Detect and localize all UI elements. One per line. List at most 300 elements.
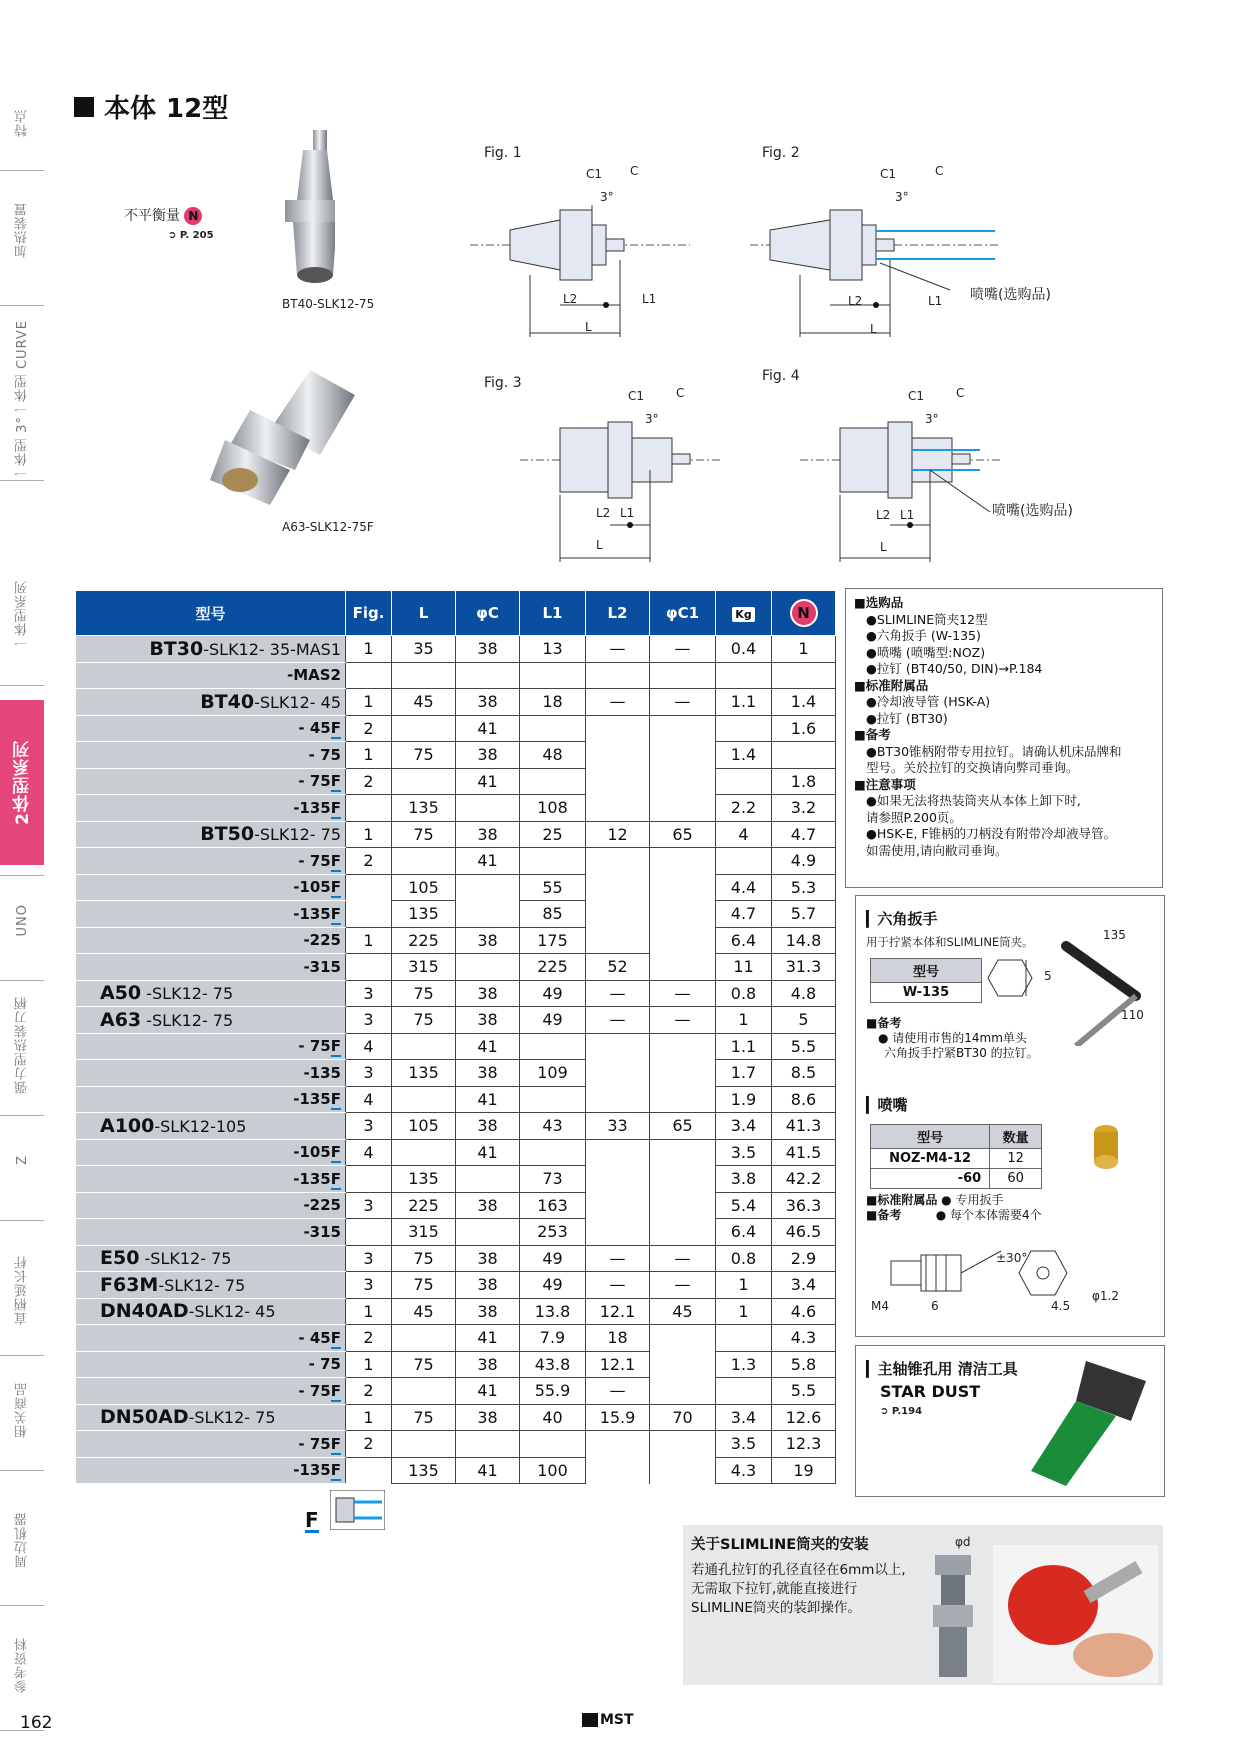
f-type-marker: F (330, 1434, 341, 1453)
page-number: 162 (20, 1713, 53, 1733)
hex-dim-5: 5 (1044, 969, 1052, 983)
note-item: ●BT30锥柄附带专用拉钉。请确认机床品牌和 (866, 743, 1122, 759)
cell-l2 (586, 662, 650, 689)
side-nav-item[interactable] (0, 85, 44, 160)
cell-l1 (520, 1431, 586, 1458)
side-nav-divider (0, 980, 44, 981)
side-nav-item[interactable] (0, 319, 44, 481)
cell-fig (346, 901, 392, 928)
cell-l2 (586, 1086, 650, 1113)
cell-fig: 4 (346, 1139, 392, 1166)
table-row (76, 1166, 836, 1193)
unbalance-page-ref[interactable]: ➲ P. 205 (168, 230, 214, 241)
cell-l2 (586, 715, 650, 742)
fig2-l1: L1 (928, 294, 943, 308)
cell-l1: 49 (520, 980, 586, 1007)
side-nav-item[interactable] (0, 870, 44, 970)
model-prefix: E50 (100, 1247, 140, 1270)
cell-c: 38 (456, 1272, 520, 1299)
model-cell (76, 874, 346, 901)
model-cell (76, 1457, 346, 1484)
cell-l (392, 715, 456, 742)
note-item: 请参照P.200页。 (866, 809, 962, 825)
table-row (76, 1378, 836, 1405)
cell-c1 (650, 1457, 716, 1484)
cell-l1: 85 (520, 901, 586, 928)
fig4-label: Fig. 4 (762, 368, 800, 384)
cell-l (392, 768, 456, 795)
table-row (871, 1169, 1042, 1189)
f-type-marker: F (330, 719, 341, 738)
cell-c1: — (650, 636, 716, 663)
cell-l2 (586, 927, 650, 954)
fig2-c1: C1 (880, 167, 897, 181)
f-type-marker: F (330, 878, 341, 897)
cell-l1: 13 (520, 636, 586, 663)
notes-std-list (854, 694, 1154, 727)
cell-kg: 1.1 (716, 1033, 772, 1060)
f-legend-label: F (305, 1508, 319, 1532)
fig2-drawing (750, 165, 1000, 345)
cell-c1 (650, 715, 716, 742)
model-cell (76, 1007, 346, 1034)
f-legend-nozzle-icon (330, 1490, 385, 1530)
cell-fig: 1 (346, 689, 392, 716)
cell-c: 41 (456, 1325, 520, 1352)
cell-c1 (650, 874, 716, 901)
fig4-l1: L1 (900, 508, 915, 522)
cell-fig: 3 (346, 1192, 392, 1219)
cell-kg: 0.8 (716, 980, 772, 1007)
f-type-marker: F (330, 851, 341, 870)
cell-kg: 1.3 (716, 1351, 772, 1378)
cell-l2 (586, 1060, 650, 1087)
cell-kg: 2.2 (716, 795, 772, 822)
unbalance-label-wrap (124, 205, 202, 225)
star-dust-title-text: 主轴锥孔用 清洁工具 (877, 1360, 1018, 1378)
cell-kg: 5.4 (716, 1192, 772, 1219)
nozzle-dim-m4: M4 (871, 1299, 889, 1313)
fig2-label: Fig. 2 (762, 145, 800, 161)
fig3-drawing (520, 400, 720, 570)
photo1-caption: BT40-SLK12-75 (282, 297, 375, 311)
cell-c: 38 (456, 1298, 520, 1325)
cell-l1 (520, 715, 586, 742)
cell-l: 75 (392, 1245, 456, 1272)
nozzle-dim-4-5: 4.5 (1051, 1299, 1071, 1313)
model-cell (76, 662, 346, 689)
cell-l2 (586, 848, 650, 875)
cell-c: 41 (456, 715, 520, 742)
table-row (76, 742, 836, 769)
table-row (76, 715, 836, 742)
cell-l: 225 (392, 927, 456, 954)
f-type-marker: F (330, 1381, 341, 1400)
fig3-angle: 3° (645, 412, 659, 426)
model-suffix: - 75 (308, 1355, 341, 1374)
cell-kg: 0.8 (716, 1245, 772, 1272)
cell-c (456, 954, 520, 981)
model-suffix: -SLK12- 75 (141, 984, 234, 1004)
cell-c1 (650, 1378, 716, 1405)
nozzle-col-qty: 数量 (990, 1125, 1042, 1149)
fig1-label: Fig. 1 (484, 145, 522, 161)
cell-kg: 1.7 (716, 1060, 772, 1087)
cell-l: 135 (392, 795, 456, 822)
cell-l: 105 (392, 874, 456, 901)
model-suffix: -225 (303, 931, 341, 950)
notes-remark-list (854, 744, 1154, 777)
cell-fig: 2 (346, 715, 392, 742)
cell-l: 45 (392, 1298, 456, 1325)
table-row (76, 662, 836, 689)
table-row (76, 1272, 836, 1299)
cell-l1 (520, 768, 586, 795)
cell-l2 (586, 901, 650, 928)
model-cell (76, 1325, 346, 1352)
table-row (76, 1325, 836, 1352)
table-row (76, 1113, 836, 1140)
model-cell (76, 954, 346, 981)
model-suffix: -315 (303, 1222, 341, 1241)
cell-c1 (650, 1192, 716, 1219)
cell-n: 5.8 (772, 1351, 836, 1378)
cell-c: 38 (456, 980, 520, 1007)
cell-c (456, 1219, 520, 1246)
slimline-install-box (683, 1525, 1163, 1685)
cell-l1: 48 (520, 742, 586, 769)
cell-fig: 1 (346, 636, 392, 663)
cell-l2: — (586, 1007, 650, 1034)
hex-dim-110: 110 (1121, 1008, 1144, 1022)
fig4-c: C (956, 386, 965, 400)
cell-n: 4.9 (772, 848, 836, 875)
cell-l1: 49 (520, 1007, 586, 1034)
cell-l1: 100 (520, 1457, 586, 1484)
cell-c (456, 901, 520, 928)
side-nav-divider (0, 480, 44, 481)
notes-caution-list (854, 793, 1154, 859)
cell-l1: 18 (520, 689, 586, 716)
cell-c: 38 (456, 742, 520, 769)
nozzle-drawing (871, 1231, 1151, 1316)
cell-n: 42.2 (772, 1166, 836, 1193)
table-row (76, 1457, 836, 1484)
cell-fig: 3 (346, 980, 392, 1007)
star-dust-photo (1006, 1351, 1156, 1491)
cell-fig: 1 (346, 742, 392, 769)
col-unbalance (772, 591, 836, 636)
model-cell (76, 1139, 346, 1166)
model-cell (76, 795, 346, 822)
table-row (76, 1060, 836, 1087)
note-item: ●拉钉 (BT40/50, DIN)→P.184 (866, 661, 1043, 676)
cell-fig (346, 1219, 392, 1246)
cell-kg: 4.4 (716, 874, 772, 901)
table-row (76, 980, 836, 1007)
model-suffix: -SLK12- 45 (254, 692, 341, 712)
cell-kg: 1 (716, 1272, 772, 1299)
cell-l2 (586, 768, 650, 795)
model-cell (76, 1298, 346, 1325)
fig2-nozzle-label: 喷嘴(选购品) (970, 287, 1051, 303)
model-cell (76, 821, 346, 848)
cell-l: 135 (392, 1457, 456, 1484)
cell-l: 75 (392, 980, 456, 1007)
nozzle-qty: 12 (990, 1149, 1042, 1169)
cell-fig: 2 (346, 768, 392, 795)
cell-n (772, 662, 836, 689)
hex-wrench-title: ▎六角扳手 (866, 910, 938, 928)
cell-kg: 3.8 (716, 1166, 772, 1193)
cell-c1 (650, 1219, 716, 1246)
cell-c: 41 (456, 1086, 520, 1113)
fig1-c: C (630, 164, 639, 178)
cell-fig: 1 (346, 1404, 392, 1431)
model-suffix: -SLK12- 75 (254, 825, 341, 845)
cell-n: 4.8 (772, 980, 836, 1007)
star-dust-ref-text: P.194 (891, 1406, 923, 1417)
star-dust-title: ▎主轴锥孔用 清洁工具 (866, 1360, 1018, 1378)
cell-kg: 6.4 (716, 927, 772, 954)
model-cell (76, 1431, 346, 1458)
table-row (76, 768, 836, 795)
cell-kg (716, 715, 772, 742)
cell-l1: 55.9 (520, 1378, 586, 1405)
side-nav-label: 直柄延长杆 (14, 1255, 30, 1325)
cell-c1: — (650, 689, 716, 716)
cell-n: 3.4 (772, 1272, 836, 1299)
cell-kg (716, 1378, 772, 1405)
cell-n: 3.2 (772, 795, 836, 822)
cell-l2: — (586, 980, 650, 1007)
table-row (76, 1139, 836, 1166)
cell-kg: 6.4 (716, 1219, 772, 1246)
cell-c: 41 (456, 848, 520, 875)
cell-l: 135 (392, 1166, 456, 1193)
cell-c: 38 (456, 1404, 520, 1431)
model-cell (76, 768, 346, 795)
cell-c1 (650, 954, 716, 981)
cell-c: 38 (456, 636, 520, 663)
f-type-marker: F (330, 1169, 341, 1188)
mst-logo-mark-icon (582, 1713, 598, 1727)
model-cell (76, 848, 346, 875)
note-item: ●如果无法将热装筒夹从本体上卸下时, (866, 793, 1081, 808)
table-row (76, 821, 836, 848)
model-cell (76, 1378, 346, 1405)
cell-c (456, 874, 520, 901)
model-cell (76, 1245, 346, 1272)
slimline-line: 无需取下拉钉,就能直接进行 (691, 1581, 858, 1597)
cell-c1 (650, 1431, 716, 1458)
table-row (76, 1033, 836, 1060)
cell-n: 41.3 (772, 1113, 836, 1140)
cell-n: 14.8 (772, 927, 836, 954)
cell-c1: — (650, 980, 716, 1007)
model-suffix: -225 (303, 1196, 341, 1215)
cell-l (392, 1431, 456, 1458)
cell-c (456, 795, 520, 822)
model-suffix: -MAS2 (286, 666, 341, 685)
cell-c1: 70 (650, 1404, 716, 1431)
cell-c1 (650, 662, 716, 689)
cell-n: 2.9 (772, 1245, 836, 1272)
cell-kg: 4.7 (716, 901, 772, 928)
side-nav-item[interactable] (0, 1235, 44, 1345)
cell-c1: 65 (650, 1113, 716, 1140)
installation-photo (993, 1545, 1158, 1683)
fig1-l2: L2 (563, 292, 578, 306)
fig4-l: L (880, 540, 887, 554)
table-row (76, 1007, 836, 1034)
f-type-marker: F (330, 1037, 341, 1056)
cell-l2 (586, 874, 650, 901)
f-type-marker: F (330, 1143, 341, 1162)
fig3-c: C (676, 386, 685, 400)
fig2-angle: 3° (895, 190, 909, 204)
model-suffix: -105 (293, 1143, 331, 1162)
f-type-marker: F (330, 798, 341, 817)
table-row (76, 1351, 836, 1378)
f-type-marker: F (330, 772, 341, 791)
notes-std-title: ■标准附属品 (854, 677, 929, 693)
nozzle-model: -60 (871, 1169, 990, 1189)
cell-l1: 225 (520, 954, 586, 981)
cell-c1: — (650, 1007, 716, 1034)
cell-n (772, 742, 836, 769)
side-nav-item[interactable] (0, 1610, 44, 1720)
cell-fig: 2 (346, 1325, 392, 1352)
side-nav-item[interactable] (0, 700, 44, 865)
cell-l1 (520, 1139, 586, 1166)
cell-fig: 2 (346, 848, 392, 875)
side-nav-label: UNO (14, 903, 30, 937)
fig4-angle: 3° (925, 412, 939, 426)
cell-l1: 25 (520, 821, 586, 848)
side-nav-divider (0, 1220, 44, 1221)
cell-fig (346, 954, 392, 981)
col-l1: L1 (520, 591, 586, 636)
slimline-install-title: 关于SLIMLINE筒夹的安装 (691, 1537, 869, 1553)
cell-n: 8.5 (772, 1060, 836, 1087)
fig1-angle: 3° (600, 190, 614, 204)
side-nav-label: 一体型 3°一体型 CURVE (14, 319, 30, 481)
side-nav-divider (0, 305, 44, 306)
side-nav-item[interactable] (0, 985, 44, 1105)
pull-stud-photo (923, 1550, 983, 1680)
side-nav-item[interactable] (0, 1360, 44, 1460)
cell-c: 41 (456, 1378, 520, 1405)
side-nav-item[interactable] (0, 1485, 44, 1595)
hex-remark-line-2: 六角扳手拧紧BT30 的拉钉。 (884, 1046, 1039, 1060)
model-suffix: - 45 (298, 719, 331, 738)
hex-wrench-model: W-135 (871, 983, 982, 1003)
hexagon-icon (986, 956, 1036, 1000)
col-weight (716, 591, 772, 636)
a63-holder-photo (210, 370, 360, 510)
star-dust-sub: STAR DUST (880, 1382, 981, 1401)
star-dust-ref[interactable]: ➲ P.194 (880, 1406, 923, 1417)
nozzle-title-text: 喷嘴 (877, 1096, 908, 1114)
cell-kg (716, 768, 772, 795)
model-suffix: - 75 (308, 745, 341, 764)
nozzle-qty: 60 (990, 1169, 1042, 1189)
cell-c1 (650, 1166, 716, 1193)
cell-n: 1.4 (772, 689, 836, 716)
model-suffix: -SLK12-105 (154, 1116, 247, 1136)
fig1-l1: L1 (642, 292, 657, 306)
cell-c: 38 (456, 927, 520, 954)
cell-l: 315 (392, 1219, 456, 1246)
cell-c: 38 (456, 689, 520, 716)
model-cell (76, 1219, 346, 1246)
model-cell (76, 636, 346, 663)
cell-fig: 1 (346, 1298, 392, 1325)
model-suffix: -135 (293, 904, 331, 923)
cell-kg: 1.9 (716, 1086, 772, 1113)
cell-c: 38 (456, 1192, 520, 1219)
note-item: ●喷嘴 (喷嘴型:NOZ) (866, 644, 986, 660)
cell-n: 12.6 (772, 1404, 836, 1431)
cell-l1: 108 (520, 795, 586, 822)
cell-l: 75 (392, 821, 456, 848)
col-l2: L2 (586, 591, 650, 636)
cell-fig: 4 (346, 1033, 392, 1060)
cell-c1 (650, 1060, 716, 1087)
cell-l1: 73 (520, 1166, 586, 1193)
model-prefix: DN50AD (100, 1406, 189, 1429)
model-suffix: -135 (293, 798, 331, 817)
cell-kg: 1 (716, 1298, 772, 1325)
cell-c (456, 1166, 520, 1193)
col-phic: φC (456, 591, 520, 636)
table-row (76, 1192, 836, 1219)
cell-c: 38 (456, 1351, 520, 1378)
model-suffix: -135 (303, 1063, 341, 1082)
nozzle-dim-angle: ±30° (996, 1251, 1028, 1265)
cell-fig: 1 (346, 821, 392, 848)
cell-c1 (650, 768, 716, 795)
model-cell (76, 689, 346, 716)
side-nav-item[interactable] (0, 555, 44, 675)
unbalance-label: 不平衡量 (124, 208, 180, 224)
cell-l1: 43 (520, 1113, 586, 1140)
hex-wrench-desc: 用于拧紧本体和SLIMLINE筒夹。 (866, 935, 1034, 949)
cell-c: 41 (456, 1139, 520, 1166)
nozzle-col-model: 型号 (871, 1125, 990, 1149)
model-suffix: -135 (293, 1169, 331, 1188)
cell-l: 75 (392, 1007, 456, 1034)
cell-l2: — (586, 1272, 650, 1299)
cell-n: 4.7 (772, 821, 836, 848)
hex-remark-title: ■备考 (866, 1016, 902, 1030)
model-suffix: - 75 (298, 1037, 331, 1056)
model-cell (76, 1351, 346, 1378)
fig3-label: Fig. 3 (484, 375, 522, 391)
cell-l: 315 (392, 954, 456, 981)
cell-n: 1 (772, 636, 836, 663)
nozzle-std-val: ● 专用扳手 (941, 1193, 1004, 1207)
spec-table-header (76, 591, 836, 636)
side-nav-label: 强力型热装刀柄 (14, 996, 30, 1094)
side-nav-label: 特点 (14, 108, 30, 137)
cell-c1 (650, 1086, 716, 1113)
side-nav-item[interactable] (0, 165, 44, 295)
bt40-holder-photo (215, 125, 335, 305)
side-nav-item[interactable] (0, 1110, 44, 1210)
cell-fig: 2 (346, 1378, 392, 1405)
